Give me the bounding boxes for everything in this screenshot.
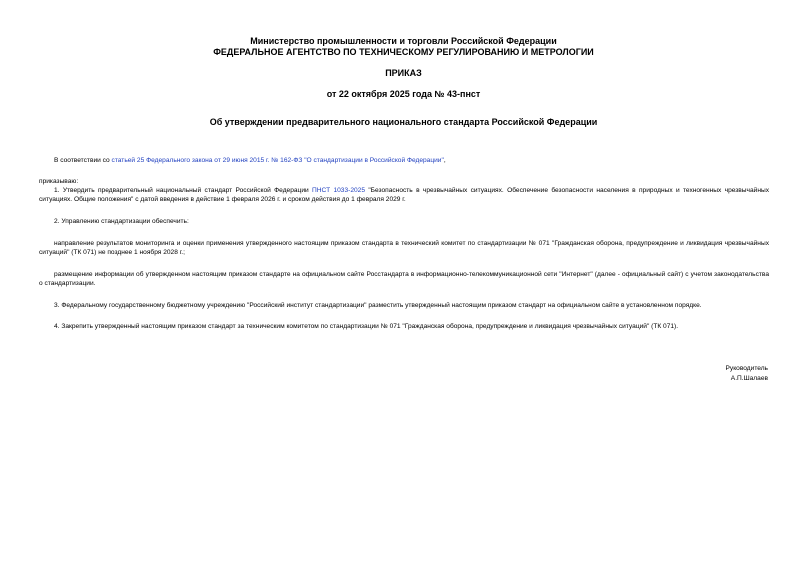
legal-basis-prefix: В соответствии со xyxy=(54,157,112,164)
date-and-number: от 22 октября 2025 года № 43-пнст xyxy=(326,89,481,99)
signature-name: А.П.Шалаев xyxy=(730,375,768,382)
ministry-heading: Министерство промышленности и торговли Российской Федерации xyxy=(250,36,557,46)
item-2b-paragraph: размещение информации об утвержденном настоящим приказом стандарте на официальном сайте Росстандарта в информационно-телекоммуникационной сети "Интернет" (далее - официальный сайт) с учетом законодательства о стандартизации. xyxy=(39,271,769,288)
item-2a-paragraph: направление результатов мониторинга и оценки применения утвержденного настоящим приказом стандарта в технический комитет по стандартизации № 071 "Гражданская оборона, предупреждение и ликвидация чрезвычайных ситуаций" (ТК 071) не позднее 1 ноября 2028 г.; xyxy=(39,240,769,257)
standard-link[interactable]: ПНСТ 1033-2025 xyxy=(312,187,365,194)
legal-basis-paragraph xyxy=(39,156,769,165)
legal-basis-suffix: , xyxy=(443,157,446,164)
item-1-prefix: 1. Утвердить предварительный национальный стандарт Российской Федерации xyxy=(54,187,313,194)
item-2-paragraph: 2. Управлению стандартизации обеспечить: xyxy=(54,218,189,225)
document-title: Об утверждении предварительного национального стандарта Российской Федерации xyxy=(209,117,598,127)
item-1-suffix: "Безопасность в чрезвычайных ситуациях. Обеспечение безопасности населения в природных и техногенных чрезвычайных ситуациях. Общие положения" с датой введения в действие 1 февраля 2026 г. и сроком действия до 1 февраля 2029 г. xyxy=(39,187,769,204)
signature-position: Руководитель xyxy=(725,365,768,372)
order-word: приказываю: xyxy=(39,178,79,185)
item-1-paragraph xyxy=(39,186,769,205)
item-3-paragraph: 3. Федеральному государственному бюджетному учреждению "Российский институт стандартизации" разместить утвержденный настоящим приказом стандарт на официальном сайте в установленном порядке. xyxy=(54,302,702,309)
item-4-paragraph: 4. Закрепить утвержденный настоящим приказом стандарт за техническим комитетом по стандартизации № 071 "Гражданская оборона, предупреждение и ликвидация чрезвычайных ситуаций" (ТК 071). xyxy=(54,323,679,330)
agency-heading: ФЕДЕРАЛЬНОЕ АГЕНТСТВО ПО ТЕХНИЧЕСКОМУ РЕГУЛИРОВАНИЮ И МЕТРОЛОГИИ xyxy=(213,47,594,57)
law-link[interactable]: статьей 25 Федерального закона от 29 июня 2015 г. № 162-ФЗ "О стандартизации в Российской Федерации" xyxy=(111,157,444,164)
document-type: ПРИКАЗ xyxy=(385,68,422,78)
